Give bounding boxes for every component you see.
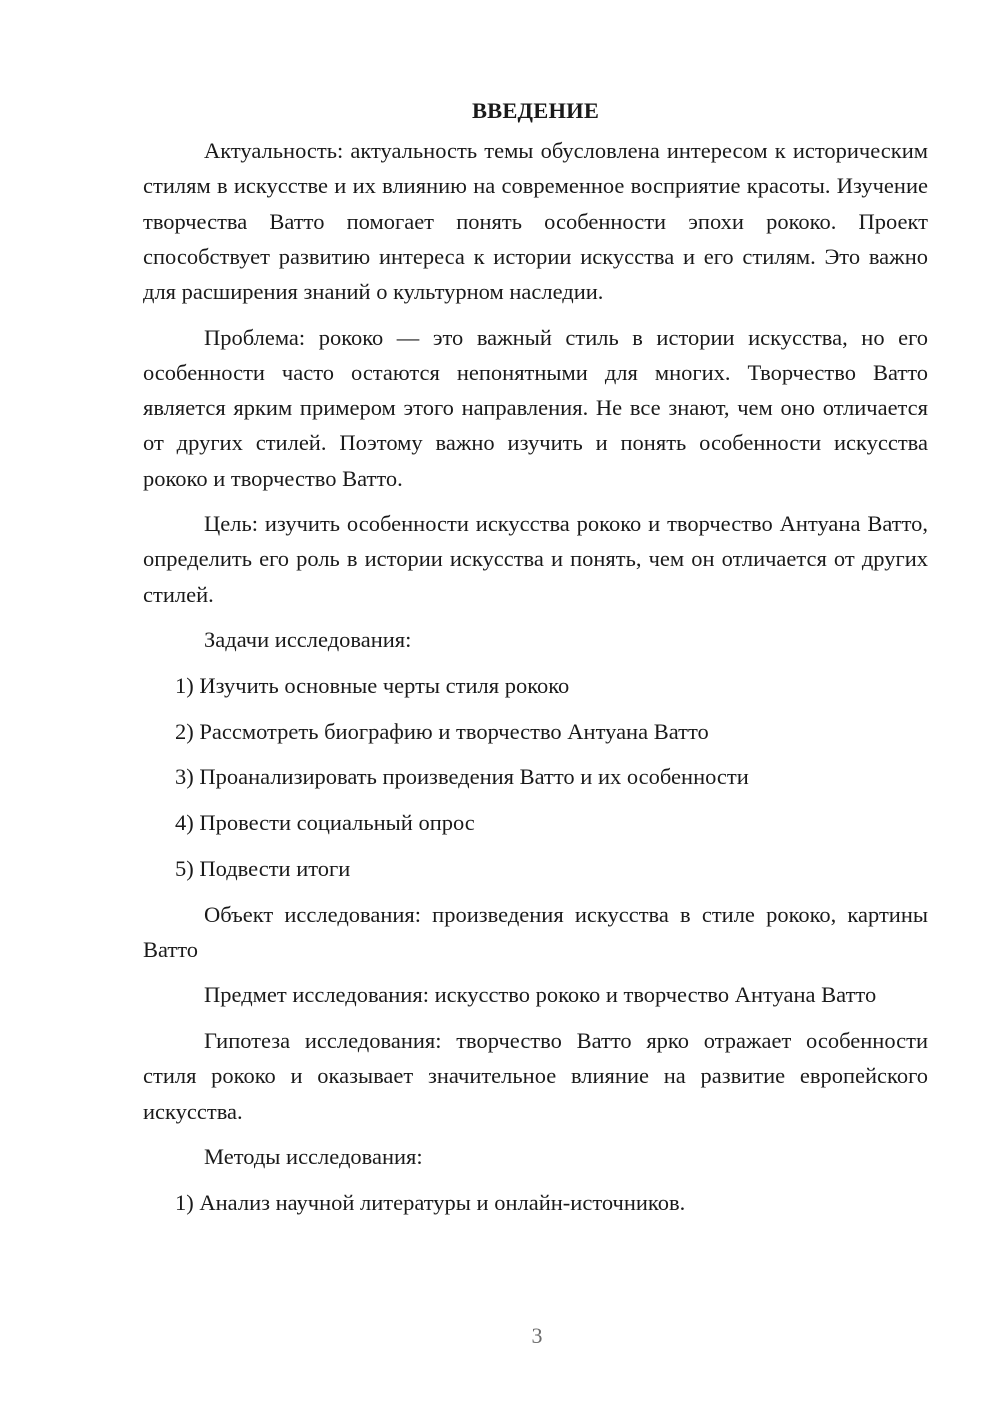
methods-list [143, 1185, 928, 1220]
paragraph-problem: Проблема: рококо — это важный стиль в истории искусства, но его особенности часто остаются непонятными для многих. Творчество Ватто является ярким примером этого направления. Не все знают, чем оно отличается от других стилей. Поэтому важно изучить и понять особенности искусства рококо и творчество Ватто. [143, 324, 928, 491]
method-item-1: 1) Анализ научной литературы и онлайн-источников. [175, 1189, 686, 1215]
task-item-5: 5) Подвести итоги [175, 855, 351, 881]
section-title: ВВЕДЕНИЕ [471, 98, 600, 123]
page-number: 3 [531, 1323, 543, 1348]
paragraph-subject: Предмет исследования: искусство рококо и творчество Антуана Ватто [204, 982, 877, 1008]
paragraph-goal: Цель: изучить особенности искусства рококо и творчество Антуана Ватто, определить его роль в истории искусства и понять, чем он отличается от других стилей. [143, 511, 928, 607]
tasks-heading: Задачи исследования: [204, 627, 412, 653]
tasks-list [143, 668, 928, 886]
task-item-4: 4) Провести социальный опрос [175, 810, 475, 836]
task-item-2: 2) Рассмотреть биографию и творчество Антуана Ватто [175, 718, 709, 744]
page-content [143, 93, 928, 1231]
methods-heading: Методы исследования: [204, 1144, 423, 1170]
task-item-1: 1) Изучить основные черты стиля рококо [175, 673, 570, 699]
paragraph-object: Объект исследования: произведения искусства в стиле рококо, картины Ватто [143, 901, 928, 962]
task-item-3: 3) Проанализировать произведения Ватто и их особенности [175, 764, 749, 790]
paragraph-relevance: Актуальность: актуальность темы обусловлена интересом к историческим стилям в искусстве и их влиянию на современное восприятие красоты. Изучение творчества Ватто помогает понять особенности эпохи рококо. Проект способствует развитию интереса к истории искусства и его стилям. Это важно для расширения знаний о культурном наследии. [143, 138, 928, 305]
paragraph-hypothesis: Гипотеза исследования: творчество Ватто ярко отражает особенности стиля рококо и оказывает значительное влияние на развитие европейского искусства. [143, 1028, 928, 1124]
